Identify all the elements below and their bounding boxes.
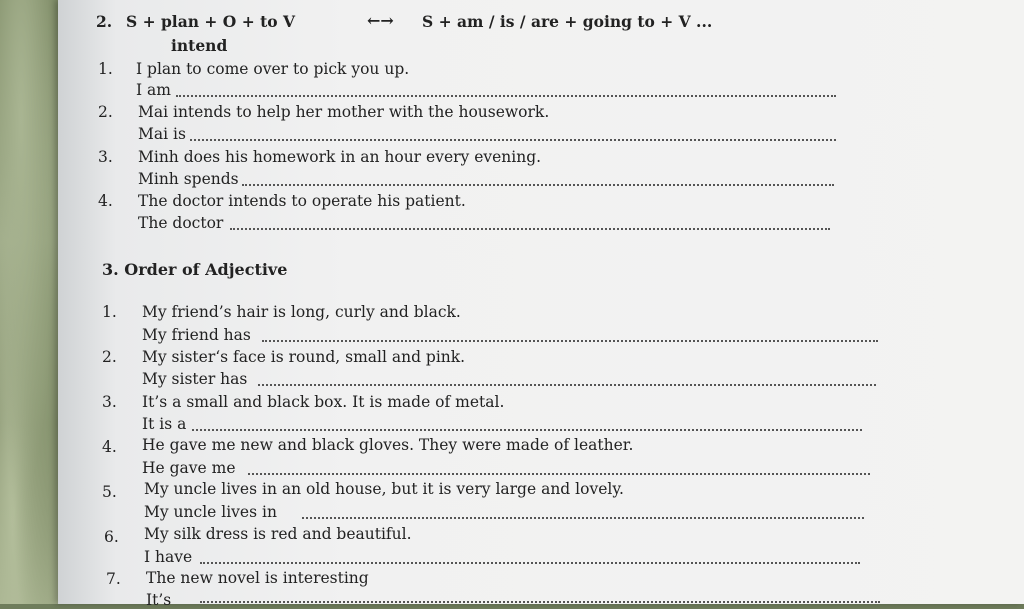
answer-blank[interactable] (230, 228, 830, 230)
answer-blank[interactable] (190, 139, 836, 141)
answer-prompt: It is a (142, 415, 187, 433)
exercise-sentence: My uncle lives in an old house, but it is very large and lovely. (144, 480, 624, 498)
item-number: 2. (102, 348, 117, 366)
equivalence-arrow-icon: ←→ (367, 11, 394, 30)
formula-left: S + plan + O + to V (126, 12, 295, 31)
answer-blank[interactable] (258, 384, 876, 386)
answer-prompt: I am (136, 81, 171, 99)
formula-right: S + am / is / are + going to + V ... (422, 12, 713, 31)
exercise-sentence: My silk dress is red and beautiful. (144, 525, 412, 543)
answer-blank[interactable] (176, 95, 836, 97)
answer-prompt: Mai is (138, 125, 186, 143)
exercise-sentence: My sister‘s face is round, small and pink. (142, 348, 466, 366)
worksheet-page (58, 0, 1024, 609)
answer-blank[interactable] (200, 562, 860, 564)
answer-blank[interactable] (242, 184, 834, 186)
exercise-sentence: My friend’s hair is long, curly and black. (142, 303, 461, 321)
answer-prompt: My uncle lives in (144, 503, 277, 521)
answer-blank[interactable] (302, 517, 864, 519)
formula-alternative: intend (171, 36, 228, 55)
item-number: 4. (98, 192, 113, 210)
section3-heading: 3. Order of Adjective (102, 260, 288, 279)
exercise-sentence: I plan to come over to pick you up. (136, 60, 410, 78)
item-number: 4. (102, 438, 117, 456)
answer-prompt: I have (144, 548, 193, 566)
answer-prompt: It’s (146, 591, 172, 609)
item-number: 1. (102, 303, 117, 321)
exercise-sentence: He gave me new and black gloves. They were made of leather. (142, 436, 634, 454)
item-number: 2. (98, 103, 113, 121)
answer-blank[interactable] (192, 429, 862, 431)
answer-prompt: The doctor (138, 214, 224, 232)
answer-blank[interactable] (262, 340, 878, 342)
exercise-sentence: The doctor intends to operate his patient. (138, 192, 466, 210)
exercise-sentence: Mai intends to help her mother with the housework. (138, 103, 550, 121)
item-number: 6. (104, 528, 119, 546)
answer-blank[interactable] (248, 473, 870, 475)
item-number: 3. (102, 393, 117, 411)
exercise-sentence: Minh does his homework in an hour every evening. (138, 148, 542, 166)
exercise-sentence: It’s a small and black box. It is made of metal. (142, 393, 505, 411)
answer-prompt: Minh spends (138, 170, 239, 188)
section2-number: 2. (96, 12, 113, 31)
answer-prompt: My sister has (142, 370, 248, 388)
item-number: 1. (98, 60, 113, 78)
answer-blank[interactable] (200, 601, 880, 603)
item-number: 5. (102, 483, 117, 501)
exercise-sentence: The new novel is interesting (146, 569, 369, 587)
item-number: 3. (98, 148, 113, 166)
item-number: 7. (106, 570, 121, 588)
answer-prompt: He gave me (142, 459, 236, 477)
answer-prompt: My friend has (142, 326, 251, 344)
